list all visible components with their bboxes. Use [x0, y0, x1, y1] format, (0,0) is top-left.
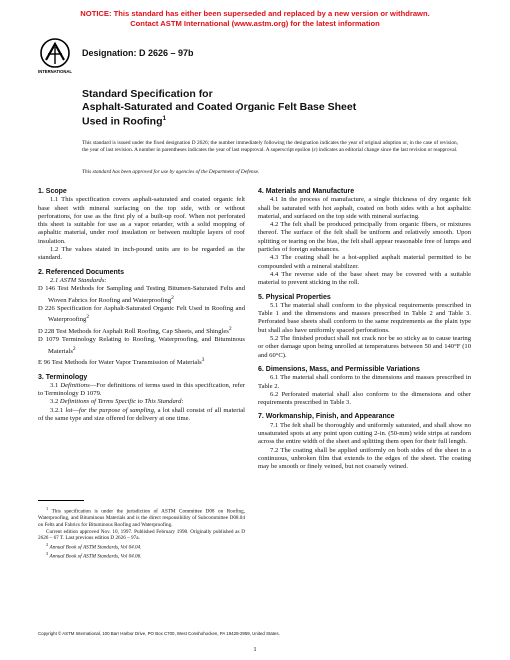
left-column	[38, 188, 245, 423]
para-7-1: 7.1 The felt shall be thoroughly and uniformly saturated, and shall show no unsaturated spots at any point upon cutting 2-in. (50-mm) wide strips at random across the entire width of the sheet and splitting them open for their full length.	[258, 421, 471, 446]
title-line-2: Asphalt-Saturated and Coated Organic Felt Base Sheet	[82, 100, 357, 113]
reference-e96: E 96 Test Methods for Water Vapor Transmission of Materials$^3$	[38, 357, 205, 367]
reference-d226: D 226 Specification for Asphalt-Saturated Organic Felt Used in Roofing and Waterproofing$^2$	[38, 305, 245, 324]
footnote-3: $^3$ Annual Book of ASTM Standards, Vol 04.06.	[46, 551, 142, 560]
section-7-heading: 7. Workmanship, Finish, and Appearance	[258, 413, 395, 421]
withdrawal-notice-line2: Contact ASTM International (www.astm.org) for the latest information	[130, 19, 380, 28]
para-5-2: 5.2 The finished product shall not crack nor be so sticky as to cause tearing or other damage upon being unrolled at temperatures between 50 and 140°F (10 and 60°C).	[258, 335, 471, 359]
para-4-1: 4.1 In the process of manufacture, a single thickness of dry organic felt shall be saturated with hot asphalt, coated on both sides with a hot asphaltic material, and surfaced on the top side with mineral surfacing.	[258, 196, 471, 220]
page-number: 1	[253, 646, 257, 653]
section-4-heading: 4. Materials and Manufacture	[258, 188, 355, 195]
logo-text: INTERNATIONAL	[38, 69, 72, 74]
section-6-heading: 6. Dimensions, Mass, and Permissible Variations	[258, 365, 420, 373]
reference-d1079: D 1079 Terminology Relating to Roofing, Waterproofing, and Bituminous Materials$^2$	[38, 336, 245, 355]
para-5-1: 5.1 The material shall conform to the physical requirements prescribed in Table 1 and the dimensions and masses prescribed in Table 2 and Table 3. Perforated base sheets shall conform to the same requirements as the plain type but shall also have uniformly spaced perforations.	[258, 301, 471, 334]
para-1-1: 1.1 This specification covers asphalt-saturated and coated organic felt base sheet with mineral surfacing on the top side, with or without perforations, for use as the first ply of a built-up roof. When not perforated this sheet is suitable for use as a vapor retarder, with a solid mopping of asphaltic material, under roof insulation or between multiple layers of roof insulation.	[38, 196, 245, 245]
designation: Designation: D 2626 – 97b	[82, 48, 194, 58]
para-7-2: 7.2 The coating shall be applied uniformly on both sides of the sheet in a continuous, unbroken film that extends to the edges of the sheet. The coating may be smooth or finely veined, but not coarsely veined.	[258, 446, 471, 471]
para-3-2-1: 3.2.1 lot—for the purpose of sampling, a lot shall consist of all material of the same type and size offered for delivery at one time.	[38, 406, 245, 423]
para-6-2: 6.2 Perforated material shall also conform to the dimensions and other requirements prescribed in Table 3.	[258, 390, 471, 407]
para-3-2: 3.2 Definitions of Terms Specific to This Standard:	[50, 398, 184, 406]
para-4-2: 4.2 The felt shall be produced principally from organic fibers, or mixtures thereof. The surface of the felt shall be uniform and relatively smooth. Upon splitting or tearing on the bias, the felt shall appear reasonable free of lumps and particles of foreign substances.	[258, 221, 471, 254]
footnote-1-edition: Current edition approved Nov. 10, 1997. Published February 1998. Originally published as D 2626 – 67 T. Last previous edition D 2626 – 97a.	[38, 528, 245, 542]
right-column	[258, 188, 471, 472]
document-title	[82, 88, 462, 128]
approval-note: This standard has been approved for use by agencies of the Department of Defense.	[82, 169, 260, 175]
para-2-1: 2.1 ASTM Standards:	[50, 276, 107, 284]
title-line-3: Used in Roofing$^1$	[82, 115, 167, 128]
section-1-heading: 1. Scope	[38, 188, 67, 195]
footnote-rule	[38, 500, 84, 501]
title-footnote-mark: 1	[162, 115, 167, 122]
reference-d146: D 146 Test Methods for Sampling and Testing Bitumen-Saturated Felts and Woven Fabrics for Roofing and Waterproofing$^2$	[38, 285, 245, 304]
section-2-heading: 2. Referenced Documents	[38, 268, 124, 276]
footnotes	[38, 506, 245, 560]
para-1-2: 1.2 The values stated in inch-pound units are to be regarded as the standard.	[38, 246, 245, 262]
section-3-heading: 3. Terminology	[38, 373, 88, 381]
copyright-line: Copyright © ASTM International, 100 Barr Harbor Drive, PO Box C700, West Conshohocken, PA 19428-2959, United States.	[38, 631, 280, 636]
para-4-4: 4.4 The reverse side of the base sheet may be covered with a suitable material to prevent sticking in the roll.	[258, 270, 471, 287]
title-line-1: Standard Specification for	[82, 88, 213, 100]
para-6-1: 6.1 The material shall conform to the dimensions and masses prescribed in Table 2.	[258, 374, 471, 390]
footnote-2: $^2$ Annual Book of ASTM Standards, Vol 04.04.	[46, 541, 142, 551]
withdrawal-notice-line1: NOTICE: This standard has either been superseded and replaced by a new version or withdrawn.	[80, 9, 430, 18]
para-3-1: 3.1 Definitions—For definitions of terms used in this specification, refer to Terminology D 1079.	[38, 381, 246, 398]
reference-d228: D 228 Test Methods for Asphalt Roll Roofing, Cap Sheets, and Shingles$^2$	[38, 325, 232, 336]
astm-logo	[38, 38, 72, 74]
section-5-heading: 5. Physical Properties	[258, 293, 331, 301]
para-4-3: 4.3 The coating shall be a hot-applied asphalt material permitted to be compounded with a mineral stabilizer.	[258, 254, 471, 270]
issued-note: This standard is issued under the fixed designation D 2626; the number immediately following the designation indicates the year of original adoption or, in the case of revision, the year of last revision. A number in parentheses indicates the year of last reapproval. A superscript epsilon (ε) indicates an editorial change since the last revision or reapproval.	[82, 140, 458, 153]
footnote-1: $^1$ This specification is under the jurisdiction of ASTM Committee D08 on Roofing, Waterproofing, and Bituminous Materials and is the direct responsibility of Subcommittee D08.04 on Felts and Fabrics for Bituminous Roofing and Waterproofing.	[38, 506, 246, 528]
